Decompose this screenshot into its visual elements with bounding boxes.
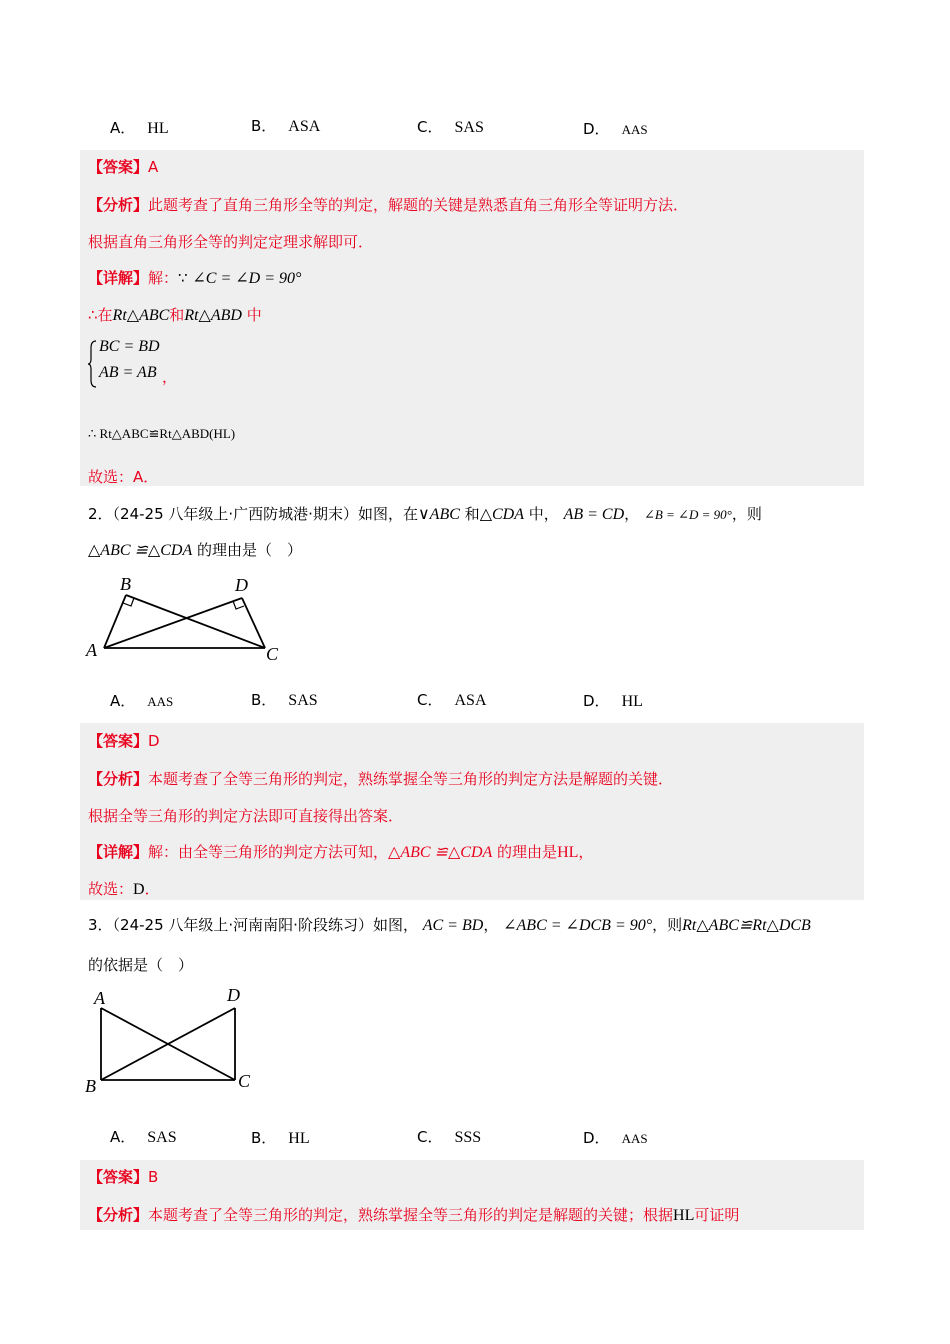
option-letter: D． bbox=[583, 120, 610, 138]
option-letter: C． bbox=[417, 1128, 443, 1146]
q2-detail-line: 【详解】解：由全等三角形的判定方法可知，△ABC ≌△CDA 的理由是HL， bbox=[88, 843, 594, 861]
q1-analysis-line1: 【分析】此题考查了直角三角形全等的判定，解题的关键是熟悉直角三角形全等证明方法． bbox=[88, 196, 689, 214]
q1-conclusion: ∴ Rt△ABC≌Rt△ABD(HL) bbox=[88, 426, 236, 441]
q1-option-b[interactable] bbox=[251, 115, 320, 136]
option-value: AAS bbox=[147, 694, 174, 709]
label-d: D bbox=[227, 985, 240, 1005]
q3-option-c[interactable] bbox=[417, 1126, 481, 1147]
option-value: AAS bbox=[621, 1131, 648, 1146]
option-value: ASA bbox=[288, 118, 321, 135]
q2-option-b[interactable] bbox=[251, 689, 318, 710]
q3-analysis-line1: 【分析】本题考查了全等三角形的判定，熟练掌握全等三角形的判定是解题的关键；根据HL可证明 bbox=[88, 1206, 740, 1224]
option-value: SSS bbox=[454, 1129, 482, 1146]
option-value: ASA bbox=[454, 692, 487, 709]
system-line-1: BC = BD bbox=[99, 338, 160, 355]
q3-option-d[interactable] bbox=[583, 1127, 648, 1148]
q2-stem-line2: △ABC ≌△CDA 的理由是（ ） bbox=[88, 541, 303, 559]
option-letter: A． bbox=[110, 119, 136, 137]
label-d: D bbox=[235, 575, 248, 595]
option-letter: D． bbox=[583, 1129, 610, 1147]
option-letter: A． bbox=[110, 1128, 136, 1146]
left-brace-icon bbox=[88, 340, 98, 388]
q3-figure bbox=[80, 983, 280, 1098]
label-a: A bbox=[94, 988, 105, 1008]
label-c: C bbox=[266, 644, 279, 664]
option-value: AAS bbox=[621, 122, 648, 137]
q1-choose: 故选：A． bbox=[88, 468, 159, 486]
option-letter: D． bbox=[583, 692, 610, 710]
q3-answer: 【答案】B bbox=[88, 1168, 159, 1186]
q1-detail-line: 【详解】解：∵ ∠C = ∠D = 90° bbox=[88, 269, 302, 287]
option-value: HL bbox=[621, 693, 643, 710]
label-b: B bbox=[120, 574, 131, 594]
system-line-2: AB = AB bbox=[99, 364, 157, 381]
label-a: A bbox=[86, 640, 97, 660]
option-letter: C． bbox=[417, 691, 443, 709]
option-letter: B． bbox=[251, 691, 277, 709]
option-value: HL bbox=[147, 120, 169, 137]
option-value: SAS bbox=[454, 119, 484, 136]
label-c: C bbox=[238, 1071, 251, 1091]
option-letter: B． bbox=[251, 117, 277, 135]
q2-choose: 故选：D． bbox=[88, 880, 160, 898]
q1-therefore-line: ∴在Rt△ABC和Rt△ABD 中 bbox=[88, 306, 262, 324]
option-value: HL bbox=[288, 1130, 310, 1147]
option-value: SAS bbox=[147, 1129, 177, 1146]
q3-stem-line1: 3．（24-25 八年级上·河南南阳·阶段练习）如图， AC = BD， ∠ABC = ∠DCB = 90°，则Rt△ABC≌Rt△DCB bbox=[88, 916, 811, 934]
option-letter: A． bbox=[110, 692, 136, 710]
q1-analysis-line2: 根据直角三角形全等的判定定理求解即可． bbox=[88, 233, 374, 251]
option-value: SAS bbox=[288, 692, 318, 709]
q2-option-d[interactable] bbox=[583, 690, 643, 711]
q1-option-d[interactable] bbox=[583, 118, 648, 139]
q3-stem-line2: 的依据是（ ） bbox=[88, 956, 194, 974]
q1-option-c[interactable] bbox=[417, 116, 484, 137]
q1-answer: 【答案】A bbox=[88, 158, 159, 176]
q3-option-b[interactable] bbox=[251, 1127, 310, 1148]
q2-stem-line1: 2．（24-25 八年级上·广西防城港·期末）如图，在∨ABC 和△CDA 中， AB = CD， ∠B = ∠D = 90°，则 bbox=[88, 505, 762, 523]
q1-option-a[interactable] bbox=[110, 117, 169, 138]
q2-analysis-line2: 根据全等三角形的判定方法即可直接得出答案． bbox=[88, 807, 404, 825]
q2-option-c[interactable] bbox=[417, 689, 487, 710]
q2-option-a[interactable] bbox=[110, 690, 173, 711]
system-comma: ， bbox=[162, 368, 178, 386]
option-letter: B． bbox=[251, 1129, 277, 1147]
q3-option-a[interactable] bbox=[110, 1126, 177, 1147]
option-letter: C． bbox=[417, 118, 443, 136]
q2-answer: 【答案】D bbox=[88, 732, 160, 750]
q2-figure bbox=[80, 568, 300, 668]
q2-analysis-line1: 【分析】本题考查了全等三角形的判定，熟练掌握全等三角形的判定方法是解题的关键． bbox=[88, 770, 674, 788]
label-b: B bbox=[85, 1076, 96, 1096]
